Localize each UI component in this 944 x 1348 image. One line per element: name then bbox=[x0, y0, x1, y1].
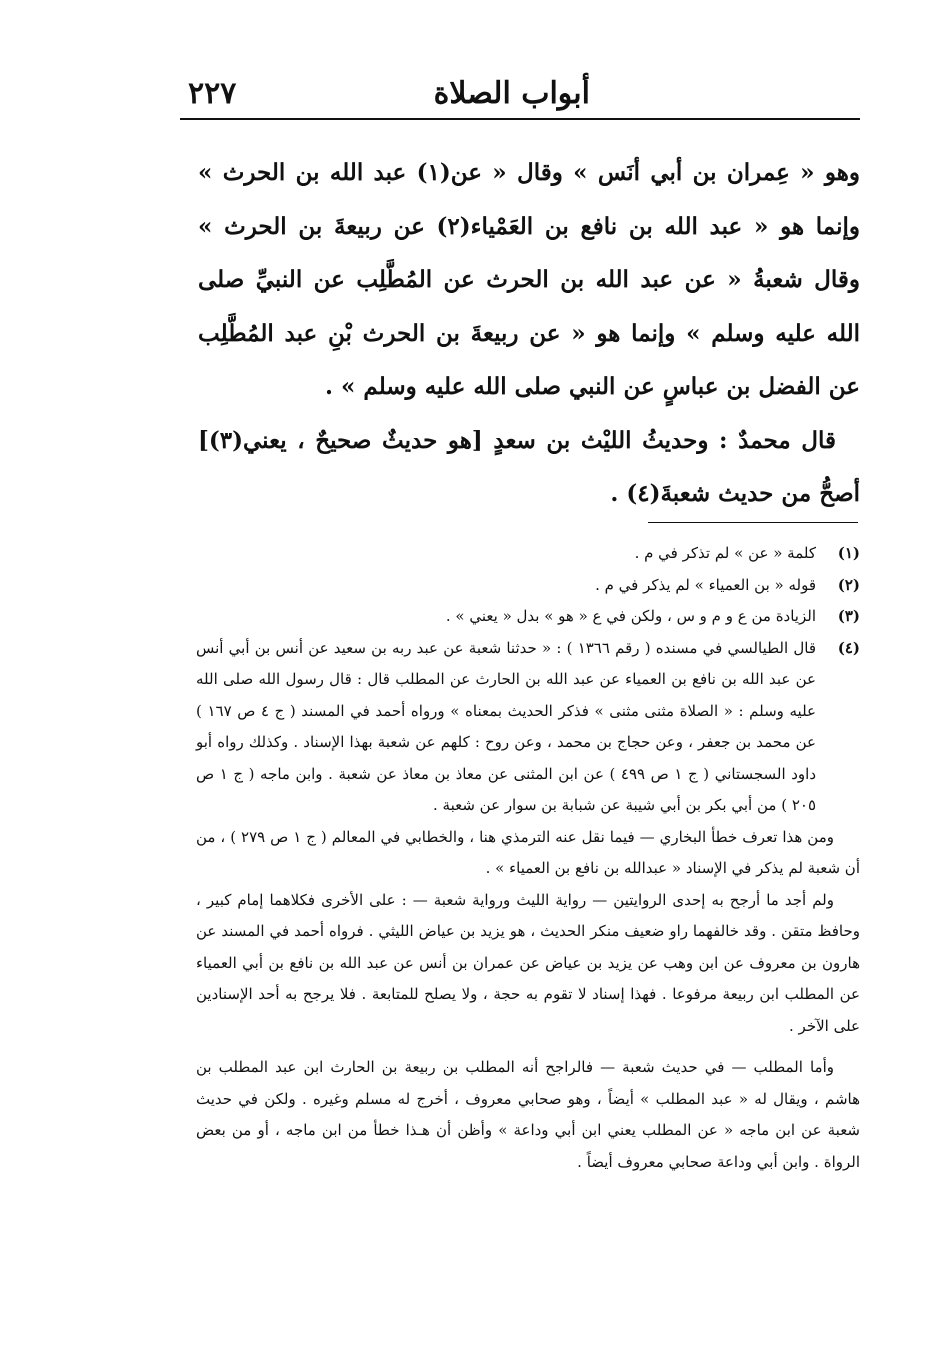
footnote-4-paragraph-3: ولم أجد ما أرجح به إحدى الروايتين — رواية الليث ورواية شعبة — : على الأخرى فكلاهما إمام كبير ، وحافظ متقن . وقد خالفهما راو ضعيف منكر الحديث ، هو يزيد بن عياض الليثي . فرواه أحمد في المسند عن هارون بن معروف عن ابن وهب عن يزيد بن عياض عن عمران بن أنس عن عبد الله بن نافع بن أبي العمياء عن المطلب ابن ربيعة مرفوعا . فهذا إسناد لا تقوم به حجة ، ولا يصلح للمتابعة . فلا يرجح به أحد الإسنادين على الآخر . bbox=[196, 890, 860, 1035]
footnote-4-paragraph-4: وأما المطلب — في حديث شعبة — فالراجح أنه المطلب بن ربيعة بن الحارث ابن عبد المطلب بن هاشم ، ويقال له « عبد المطلب » أيضاً ، وهو صحابي معروف ، أخرج له مسلم وغيره . ولكن في حديث شعبة عن ابن ماجه « عن المطلب يعني ابن أبي وداعة » وأظن أن هـذا خطأ من ابن ماجه ، أو من بعض الرواة . وابن أبي وداعة صحابي معروف أيضاً . bbox=[196, 1058, 860, 1171]
footnote-number: (١) bbox=[837, 544, 860, 562]
footnote-text: قوله « بن العمياء » لم يذكر في م . bbox=[595, 575, 816, 594]
footnote-3 bbox=[196, 601, 860, 633]
main-text bbox=[198, 146, 860, 521]
footnote-1 bbox=[196, 538, 860, 570]
footnotes bbox=[196, 538, 860, 1178]
footnote-number: (٤) bbox=[837, 638, 860, 657]
page-number: ٢٢٧ bbox=[188, 76, 237, 111]
header-rule bbox=[180, 118, 860, 120]
footnote-2 bbox=[196, 570, 860, 602]
footnote-text: الزيادة من ع و م و س ، ولكن في ع « هو » بدل « يعني » . bbox=[445, 607, 816, 625]
footnote-separator bbox=[648, 522, 858, 523]
main-paragraph-1: وهو « عِمران بن أبي أنَس » وقال « عن(١) عبد الله بن الحرث » وإنما هو « عبد الله بن نافع بن العَمْياء(٢) عن ربيعةَ بن الحرث » وقال شعبةُ « عن عبد الله بن الحرث عن المُطَّلِب عن النبيِّ صلى الله عليه وسلم » وإنما هو « عن ربيعةَ بن الحرث بْنِ عبد المُطَّلِب عن الفضل بن عباسٍ عن النبي صلى الله عليه وسلم » . bbox=[198, 159, 860, 400]
footnote-number: (٣) bbox=[837, 607, 860, 625]
footnote-4 bbox=[196, 633, 860, 822]
footnote-number: (٢) bbox=[837, 575, 860, 594]
footnote-text: كلمة « عن » لم تذكر في م . bbox=[634, 544, 816, 562]
footnote-text: قال الطيالسي في مسنده ( رقم ١٣٦٦ ) : « حدثنا شعبة عن عبد ربه بن سعيد عن أنس بن أبي أنس عن عبد الله بن نافع بن العمياء عن عبد الله بن الحارث عن المطلب قال : قال رسول الله صلى الله عليه وسلم : « الصلاة مثنى مثنى » فذكر الحديث بمعناه » ورواه أحمد في المسند ( ج ٤ ص ١٦٧ ) عن محمد بن جعفر ، وعن حجاج بن محمد ، وعن روح : كلهم عن شعبة بهذا الإسناد . وكذلك رواه أبو داود السجستاني ( ج ١ ص ٤٩٩ ) عن ابن المثنى عن معاذ بن معاذ عن شعبة . وابن ماجه ( ج ١ ص ٢٠٥ ) من أبي بكر بن أبي شيبة عن شبابة بن سوار عن شعبة . bbox=[196, 638, 817, 814]
footnote-4-paragraph-2: ومن هذا تعرف خطأ البخاري — فيما نقل عنه الترمذي هنا ، والخطابي في المعالم ( ج ١ ص ٢٧٩ ) ، من أن شعبة لم يذكر في الإسناد « عبدالله بن نافع بن العمياء » . bbox=[196, 827, 860, 877]
main-paragraph-2: قال محمدٌ : وحديثُ الليْث بن سعدٍ [هو حديثٌ صحيحٌ ، يعني(٣)] أصحُّ من حديث شعبةَ(٤) . bbox=[198, 426, 860, 507]
page-header bbox=[180, 72, 860, 116]
running-title: أبواب الصلاة bbox=[433, 76, 590, 111]
